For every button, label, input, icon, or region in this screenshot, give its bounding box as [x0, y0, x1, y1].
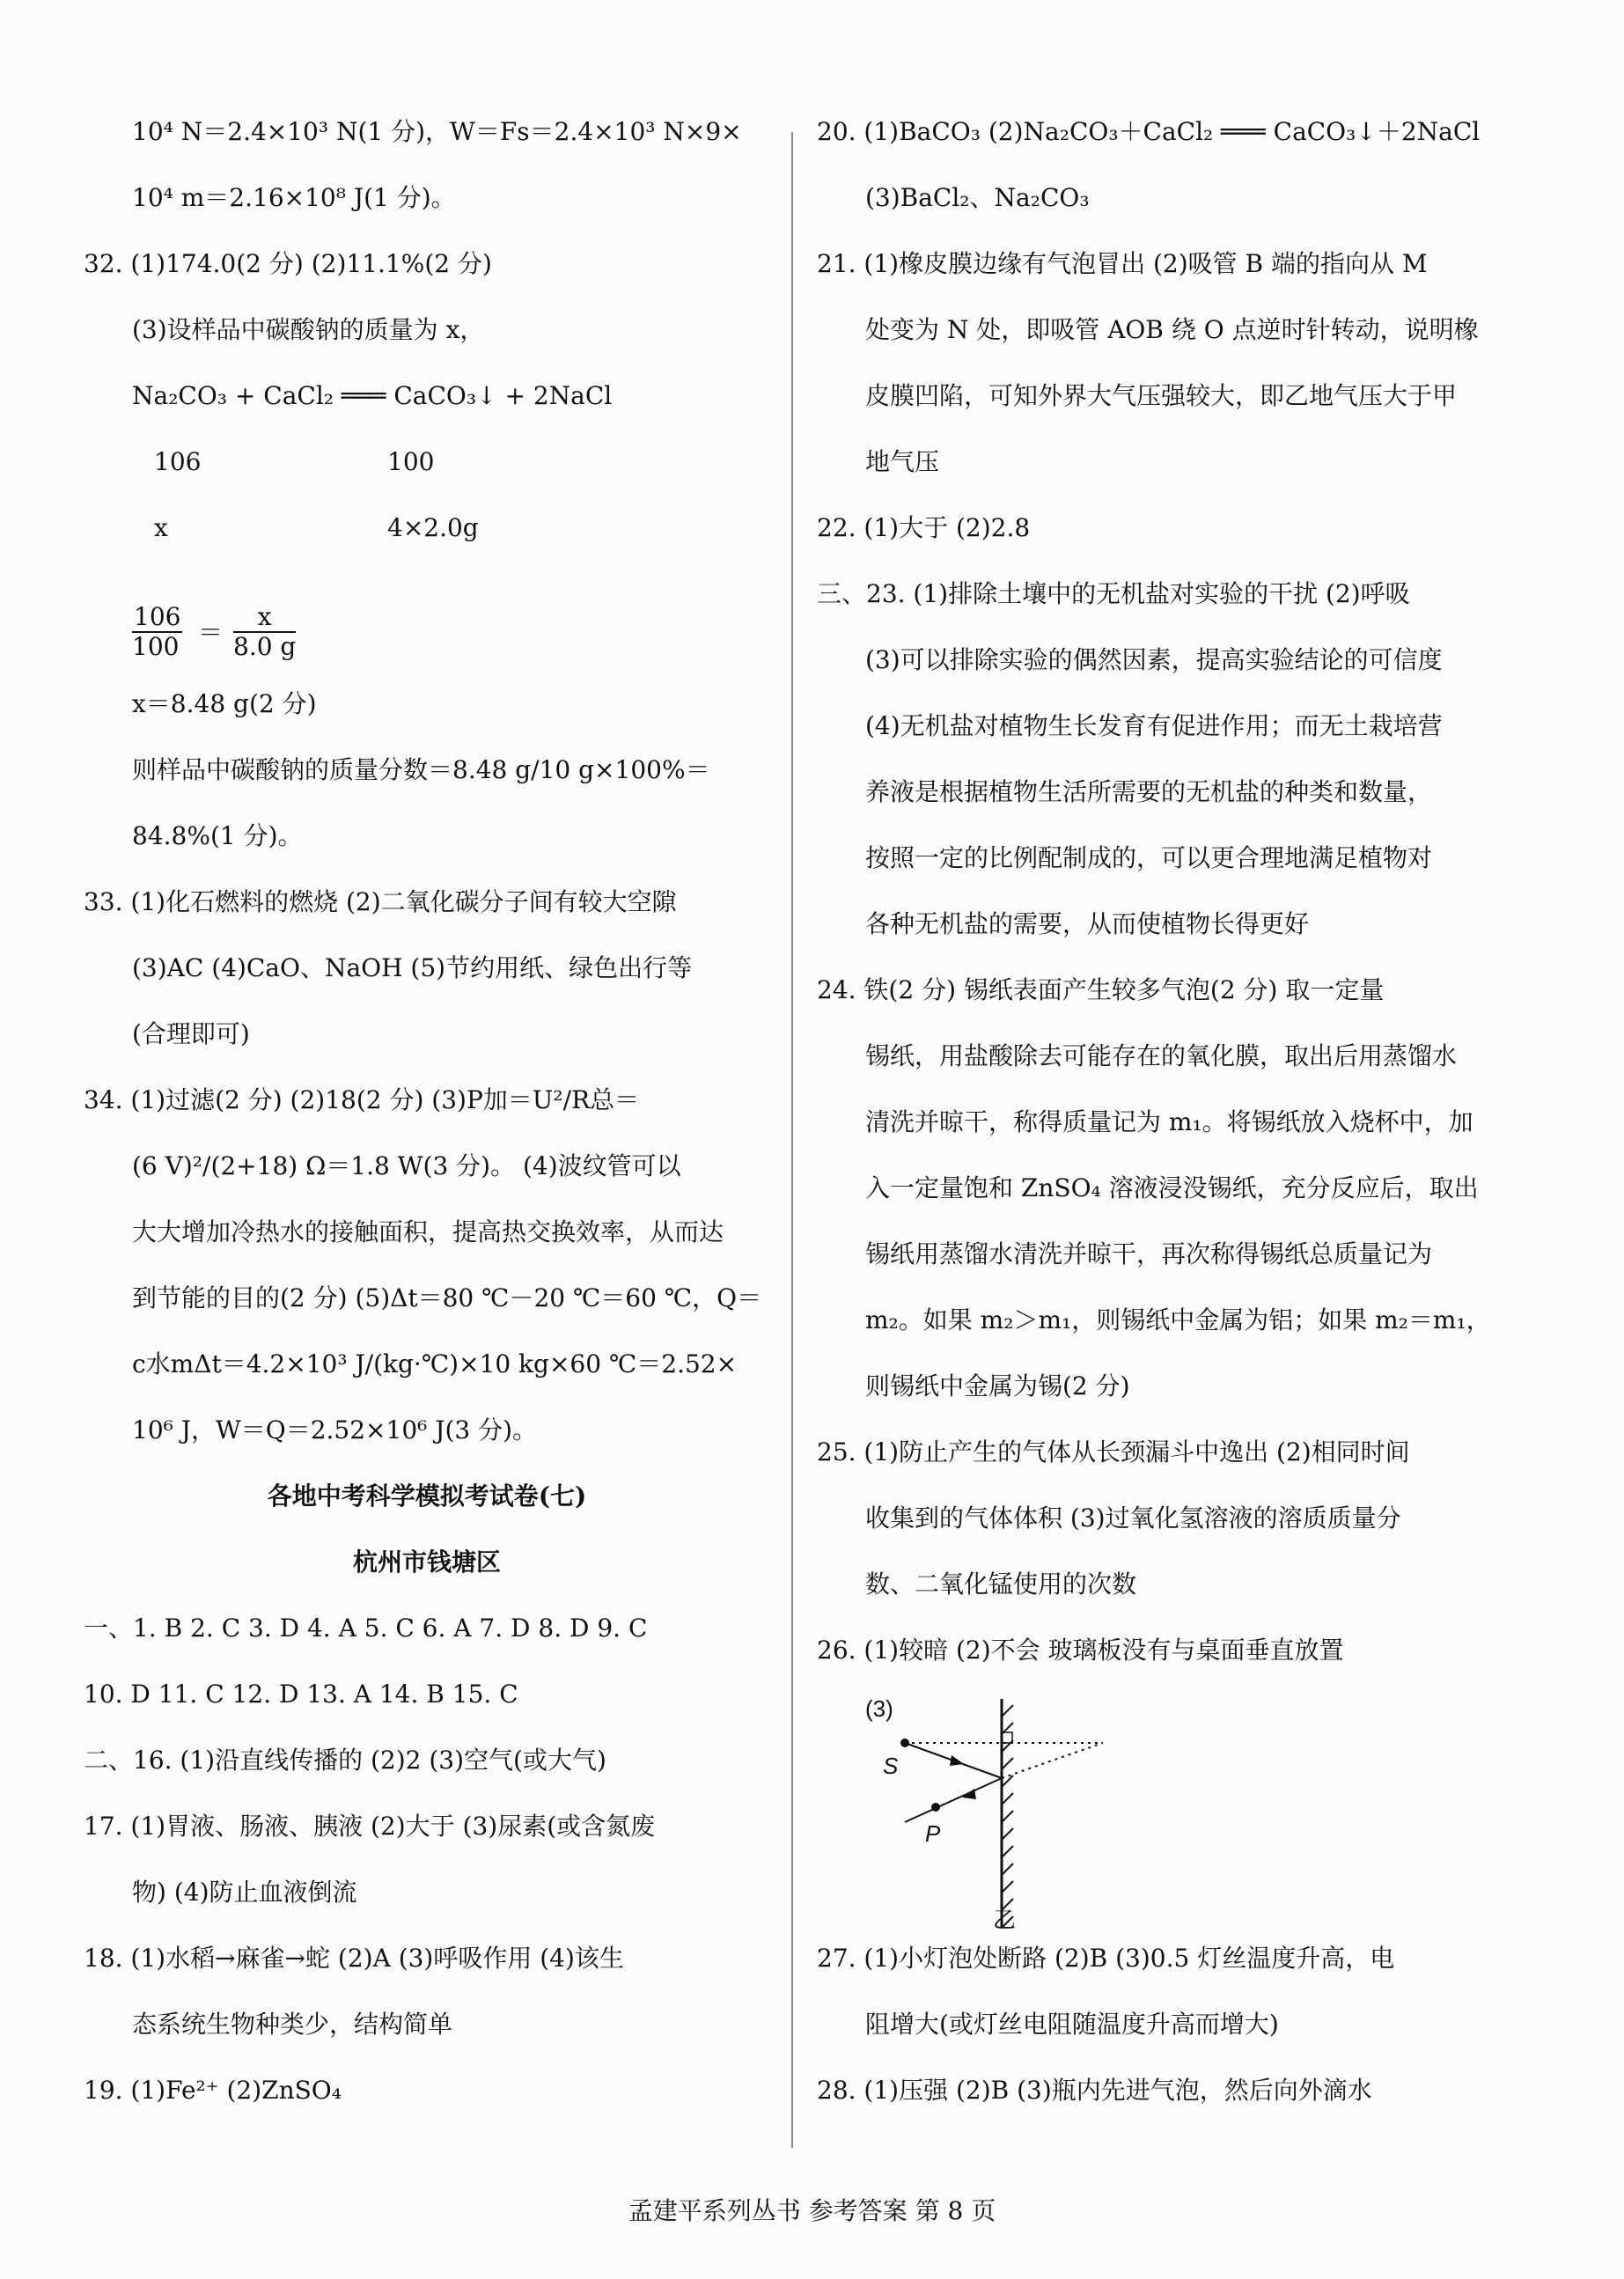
left-text-line: (3)设样品中碳酸钠的质量为 x， [132, 315, 485, 344]
left-text-line: 19. (1)Fe²⁺ (2)ZnSO₄ [84, 2076, 342, 2105]
fraction-left [132, 603, 182, 661]
right-angle-mark [1002, 1732, 1012, 1743]
right-text-line: 22. (1)大于 (2)2.8 [817, 513, 1031, 542]
right-text-line: 入一定量饱和 ZnSO₄ 溶液浸没锡纸，充分反应后，取出 [865, 1173, 1479, 1202]
right-text-line: 处变为 N 处，即吸管 AOB 绕 O 点逆时针转动，说明橡 [865, 315, 1479, 344]
right-text-line: 三、23. (1)排除土壤中的无机盐对实验的干扰 (2)呼吸 [817, 579, 1410, 608]
equals-sign: ＝ [198, 618, 224, 647]
left-text-line: 34. (1)过滤(2 分) (2)18(2 分) (3)P加＝U²/R总＝ [84, 1085, 640, 1114]
fraction-right [233, 603, 296, 661]
left-text-line: 4×2.0g [387, 513, 479, 542]
left-text-line: 10⁶ J，W＝Q＝2.52×10⁶ J(3 分)。 [132, 1415, 538, 1445]
left-text-line: 到节能的目的(2 分) (5)Δt＝80 ℃－20 ℃＝60 ℃，Q＝ [132, 1283, 762, 1312]
label-p: P [925, 1820, 941, 1847]
point-p [931, 1803, 940, 1812]
left-text-line: 态系统生物种类少，结构简单 [132, 2010, 453, 2039]
right-text-line: 清洗并晾干，称得质量记为 m₁。将锡纸放入烧杯中，加 [865, 1107, 1473, 1136]
left-text-line: 二、16. (1)沿直线传播的 (2)2 (3)空气(或大气) [84, 1746, 606, 1775]
right-text-line: (3)BaCl₂、Na₂CO₃ [865, 183, 1090, 212]
right-text-line: 26. (1)较暗 (2)不会 玻璃板没有与桌面垂直放置 [817, 1636, 1344, 1665]
right-text-line: 锡纸，用盐酸除去可能存在的氧化膜，取出后用蒸馏水 [865, 1041, 1458, 1070]
label-yi: 乙 [993, 1907, 1017, 1933]
left-text-line: 各地中考科学模拟考试卷(七) [267, 1481, 587, 1511]
mirror-diagram [865, 1690, 1235, 1937]
right-text-line: 27. (1)小灯泡处断路 (2)B (3)0.5 灯丝温度升高，电 [817, 1944, 1395, 1973]
right-text-line: 20. (1)BaCO₃ (2)Na₂CO₃＋CaCl₂ ═══ CaCO₃↓＋2NaCl [817, 117, 1481, 146]
right-text-line: 收集到的气体体积 (3)过氧化氢溶液的溶质质量分 [865, 1503, 1401, 1533]
left-text-line: 一、1. B 2. C 3. D 4. A 5. C 6. A 7. D 8. D 9. C [84, 1614, 648, 1643]
left-text-line: (6 V)²/(2+18) Ω＝1.8 W(3 分)。 (4)波纹管可以 [132, 1151, 681, 1180]
left-text-line: 84.8%(1 分)。 [132, 821, 303, 850]
left-text-line: 则样品中碳酸钠的质量分数＝8.48 g/10 g×100%＝ [132, 755, 710, 784]
left-text-line: Na₂CO₃ + CaCl₂ ═══ CaCO₃↓ + 2NaCl [132, 381, 613, 410]
left-text-line: 10. D 11. C 12. D 13. A 14. B 15. C [84, 1680, 518, 1709]
page-footer: 孟建平系列丛书 参考答案 第 8 页 [628, 2196, 996, 2225]
left-text-line: 10⁴ N＝2.4×10³ N(1 分)，W＝Fs＝2.4×10³ N×9× [132, 117, 742, 146]
right-text-line: 24. 铁(2 分) 锡纸表面产生较多气泡(2 分) 取一定量 [817, 975, 1385, 1004]
left-text-line: 100 [387, 447, 435, 476]
right-text-line: 地气压 [865, 447, 940, 476]
left-text-line: 杭州市钱塘区 [352, 1548, 501, 1577]
right-text-line: (3)可以排除实验的偶然因素，提高实验结论的可信度 [865, 645, 1443, 674]
right-text-line: 25. (1)防止产生的气体从长颈漏斗中逸出 (2)相同时间 [817, 1437, 1410, 1467]
fraction-numerator: 106 [134, 602, 181, 631]
column-divider [791, 132, 793, 2148]
reflected-arrow [962, 1789, 976, 1799]
mirror-hatching [1002, 1705, 1013, 1928]
left-text-line: 33. (1)化石燃料的燃烧 (2)二氧化碳分子间有较大空隙 [84, 887, 677, 916]
right-text-line: 养液是根据植物生活所需要的无机盐的种类和数量， [865, 777, 1433, 806]
right-text-line: (4)无机盐对植物生长发育有促进作用；而无土栽培营 [865, 711, 1443, 740]
left-text-line: 10⁴ m＝2.16×10⁸ J(1 分)。 [132, 183, 456, 212]
reflected-ray [905, 1778, 1002, 1822]
label-s: S [883, 1753, 899, 1779]
right-text-line: 21. (1)橡皮膜边缘有气泡冒出 (2)吸管 B 端的指向从 M [817, 249, 1428, 278]
fraction-denominator: 100 [132, 632, 180, 661]
left-text-line: 物) (4)防止血液倒流 [132, 1878, 357, 1907]
left-text-line: 18. (1)水稻→麻雀→蛇 (2)A (3)呼吸作用 (4)该生 [84, 1944, 624, 1973]
virtual-ray-dotted [1002, 1743, 1103, 1778]
left-text-line: 106 [154, 447, 202, 476]
left-text-line: x＝8.48 g(2 分) [132, 689, 317, 718]
fraction-numerator: x [233, 603, 296, 633]
diagram-label-3: (3) [865, 1695, 893, 1722]
left-text-line: c水mΔt＝4.2×10³ J/(kg·℃)×10 kg×60 ℃＝2.52× [132, 1349, 738, 1378]
fraction-denominator: 8.0 g [233, 632, 297, 661]
right-text-line: 锡纸用蒸馏水清洗并晾干，再次称得锡纸总质量记为 [865, 1239, 1433, 1268]
right-text-line: 按照一定的比例配制成的，可以更合理地满足植物对 [865, 843, 1433, 872]
left-text-line: (3)AC (4)CaO、NaOH (5)节约用纸、绿色出行等 [132, 953, 693, 982]
left-text-line: 32. (1)174.0(2 分) (2)11.1%(2 分) [84, 249, 492, 278]
right-text-line: m₂。如果 m₂＞m₁，则锡纸中金属为铝；如果 m₂＝m₁， [865, 1305, 1491, 1334]
incident-arrow [950, 1755, 964, 1766]
right-text-line: 各种无机盐的需要，从而使植物长得更好 [865, 909, 1310, 938]
left-text-line: (合理即可) [132, 1019, 250, 1048]
right-text-line: 阻增大(或灯丝电阻随温度升高而增大) [865, 2010, 1279, 2039]
right-text-line: 28. (1)压强 (2)B (3)瓶内先进气泡，然后向外滴水 [817, 2076, 1372, 2105]
left-text-line: 大大增加冷热水的接触面积，提高热交换效率，从而达 [132, 1217, 724, 1246]
right-text-line: 皮膜凹陷，可知外界大气压强较大，即乙地气压大于甲 [865, 381, 1458, 410]
point-s [900, 1739, 909, 1747]
left-text-line: 17. (1)胃液、肠液、胰液 (2)大于 (3)尿素(或含氮废 [84, 1812, 656, 1841]
right-text-line: 则锡纸中金属为锡(2 分) [865, 1371, 1130, 1400]
left-text-line: x [154, 513, 168, 542]
right-text-line: 数、二氧化锰使用的次数 [865, 1570, 1137, 1599]
